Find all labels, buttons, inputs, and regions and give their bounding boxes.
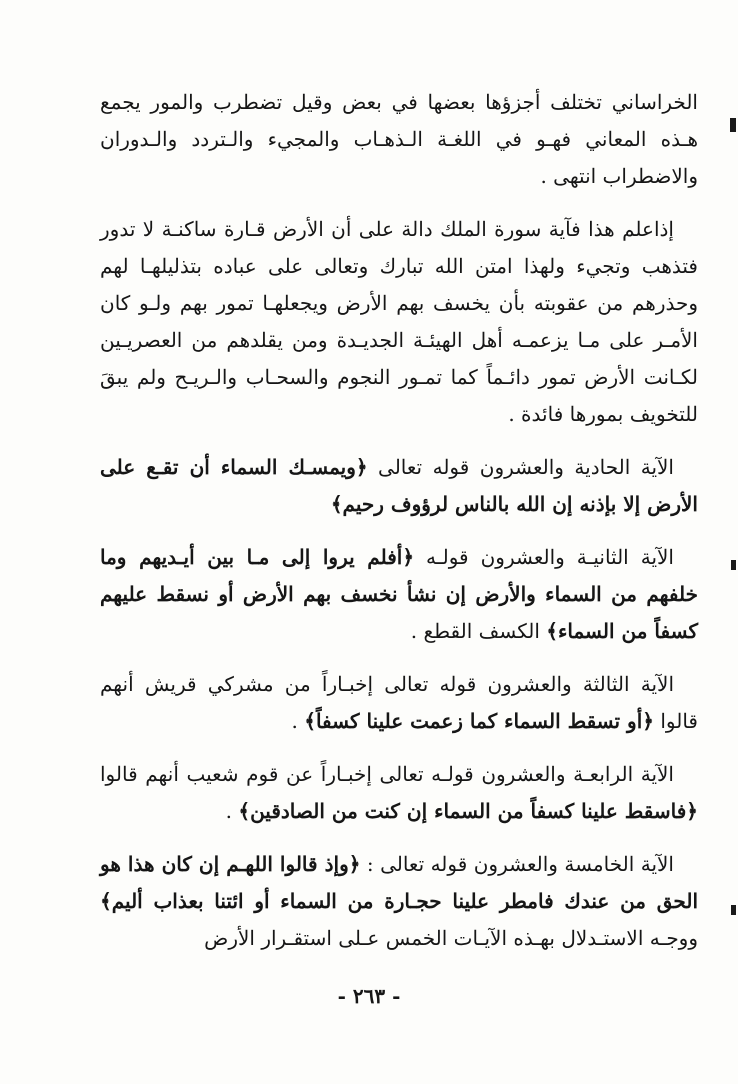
- paragraph-4: [100, 539, 698, 650]
- quran-verse: ﴿أفلم يروا إلى مـا بين أيـديهم وما خلفهم من السماء والأرض إن نشأ نخسف بهم الأرض أو نسقط عليهم كسفاً من السماء﴾: [100, 545, 698, 643]
- paragraph-text: إذاعلم هذا فآية سورة الملك دالة على أن الأرض قـارة ساكنـة لا تدور فتذهب وتجيء ولهذا امتن الله تبارك وتعالى على عباده بتذليلهـا لهم وحذرهم من عقوبته بأن يخسف بهم الأرض ويجعلهـا تمور بهم ولـو كان الأمـر على مـا يزعمـه أهل الهيئـة الجديـدة ومن يقلدهم من العصريـين لكـانت الأرض تمور دائـماً كما تمـور النجوم والسحـاب والـريـح ولم يبقَ للتخويف بمورها فائدة .: [100, 217, 698, 426]
- quran-verse: ﴿أو تسقط السماء كما زعمت علينا كسفاً﴾: [304, 709, 654, 733]
- paragraph-3: [100, 449, 698, 523]
- paragraph-text: ووجـه الاستـدلال بهـذه الآيـات الخمس عـلى استقـرار الأرض: [204, 926, 698, 950]
- paragraph-text: الخراساني تختلف أجزؤها بعضها في بعض وقيل تضطرب والمور يجمع هـذه المعاني فهـو في اللغـة الـذهـاب والمجيء والـتردد والـدوران والاضطراب انتهى .: [100, 90, 698, 188]
- scan-edge-mark: [730, 118, 736, 132]
- paragraph-text: الآية الحادية والعشرون قوله تعالى: [367, 455, 674, 479]
- paragraph-text: الآية الثالثة والعشرون قوله تعالى إخبـاراً من مشركي قريش أنهم قالوا: [100, 672, 698, 733]
- page-body: [100, 84, 698, 973]
- paragraph-text: .: [225, 799, 239, 823]
- paragraph-text: الآية الخامسة والعشرون قوله تعالى :: [360, 852, 674, 876]
- scan-edge-mark: [731, 560, 736, 570]
- paragraph-1: [100, 84, 698, 195]
- paragraph-text: الآية الثانيـة والعشرون قولـه: [414, 545, 674, 569]
- quran-verse: ﴿وإذ قالوا اللهـم إن كان هذا هو الحق من عندك فامطر علينا حجـارة من السماء أو ائتنا بعذاب أليم﴾: [100, 852, 698, 913]
- quran-verse: ﴿ويمسـك السماء أن تقـع على الأرض إلا بإذنه إن الله بالناس لرؤوف رحيم﴾: [100, 455, 698, 516]
- paragraph-text: الآية الرابعـة والعشرون قولـه تعالى إخبـاراً عن قوم شعيب أنهم قالوا: [100, 762, 674, 786]
- paragraph-6: [100, 756, 698, 830]
- scan-edge-mark: [731, 905, 736, 915]
- paragraph-7: [100, 846, 698, 957]
- paragraph-text: الكسف القطع .: [410, 619, 547, 643]
- quran-verse: ﴿فاسقط علينا كسفاً من السماء إن كنت من الصادقين﴾: [238, 799, 698, 823]
- paragraph-2: [100, 211, 698, 433]
- page-number: - ٢٦٣ -: [337, 984, 401, 1008]
- paragraph-5: [100, 666, 698, 740]
- paragraph-text: .: [291, 709, 305, 733]
